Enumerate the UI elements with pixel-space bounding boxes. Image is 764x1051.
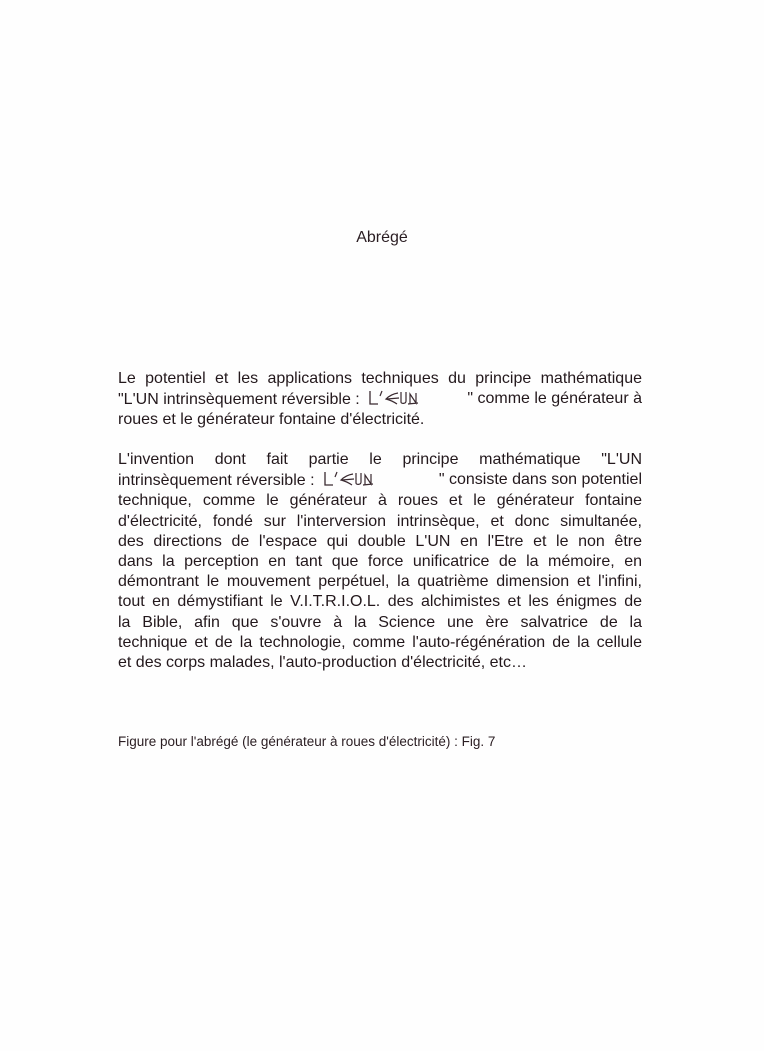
paragraph-2-line-2-before: intrinsèquement réversible : (118, 472, 315, 490)
paragraph-2-line-4: d'électricité, fondé sur l'interversion intrinsèque, et donc simultanée, (118, 512, 642, 530)
paragraph-2-line-7: démontrant le mouvement perpétuel, la quatrième dimension et l'infini, (118, 573, 642, 591)
paragraph-2-line-2-start (118, 470, 379, 491)
paragraph-1-line-2-start (118, 389, 424, 410)
paragraph-2-line-6: dans la perception en tant que force unificatrice de la mémoire, en (118, 553, 642, 571)
paragraph-2 (118, 450, 642, 673)
paragraph-1-line-2 (118, 389, 642, 410)
paragraph-1-line-2-before: "L'UN intrinsèquement réversible : (118, 391, 360, 409)
paragraph-2-line-8: tout en démystifiant le V.I.T.R.I.O.L. des alchimistes et les énigmes de (118, 593, 642, 611)
reversed-un-symbol-icon (323, 470, 379, 488)
paragraph-2-line-9: la Bible, afin que s'ouvre à la Science une ère salvatrice de la (118, 613, 642, 631)
paragraph-1-line-2-after: " comme le générateur à (467, 390, 642, 408)
paragraph-2-line-10: technique et de la technologie, comme l'auto-régénération de la cellule (118, 633, 642, 651)
paragraph-2-line-11: et des corps malades, l'auto-production d'électricité, etc… (118, 654, 527, 672)
paragraph-1 (118, 369, 642, 431)
paragraph-2-line-2 (118, 470, 642, 491)
figure-caption: Figure pour l'abrégé (le générateur à roues d'électricité) : Fig. 7 (118, 734, 496, 749)
page-title: Abrégé (356, 229, 408, 246)
paragraph-2-line-3: technique, comme le générateur à roues et le générateur fontaine (118, 492, 642, 510)
paragraph-1-line-1: Le potentiel et les applications techniques du principe mathématique (118, 370, 642, 387)
paragraph-2-line-2-after: " consiste dans son potentiel (438, 471, 642, 489)
reversed-un-symbol-icon (368, 389, 424, 407)
paragraph-2-line-5: des directions de l'espace qui double L'UN en l'Etre et le non être (118, 532, 642, 550)
paragraph-2-line-1: L'invention dont fait partie le principe mathématique "L'UN (118, 451, 642, 468)
paragraph-1-line-3: roues et le générateur fontaine d'électricité. (118, 411, 425, 429)
